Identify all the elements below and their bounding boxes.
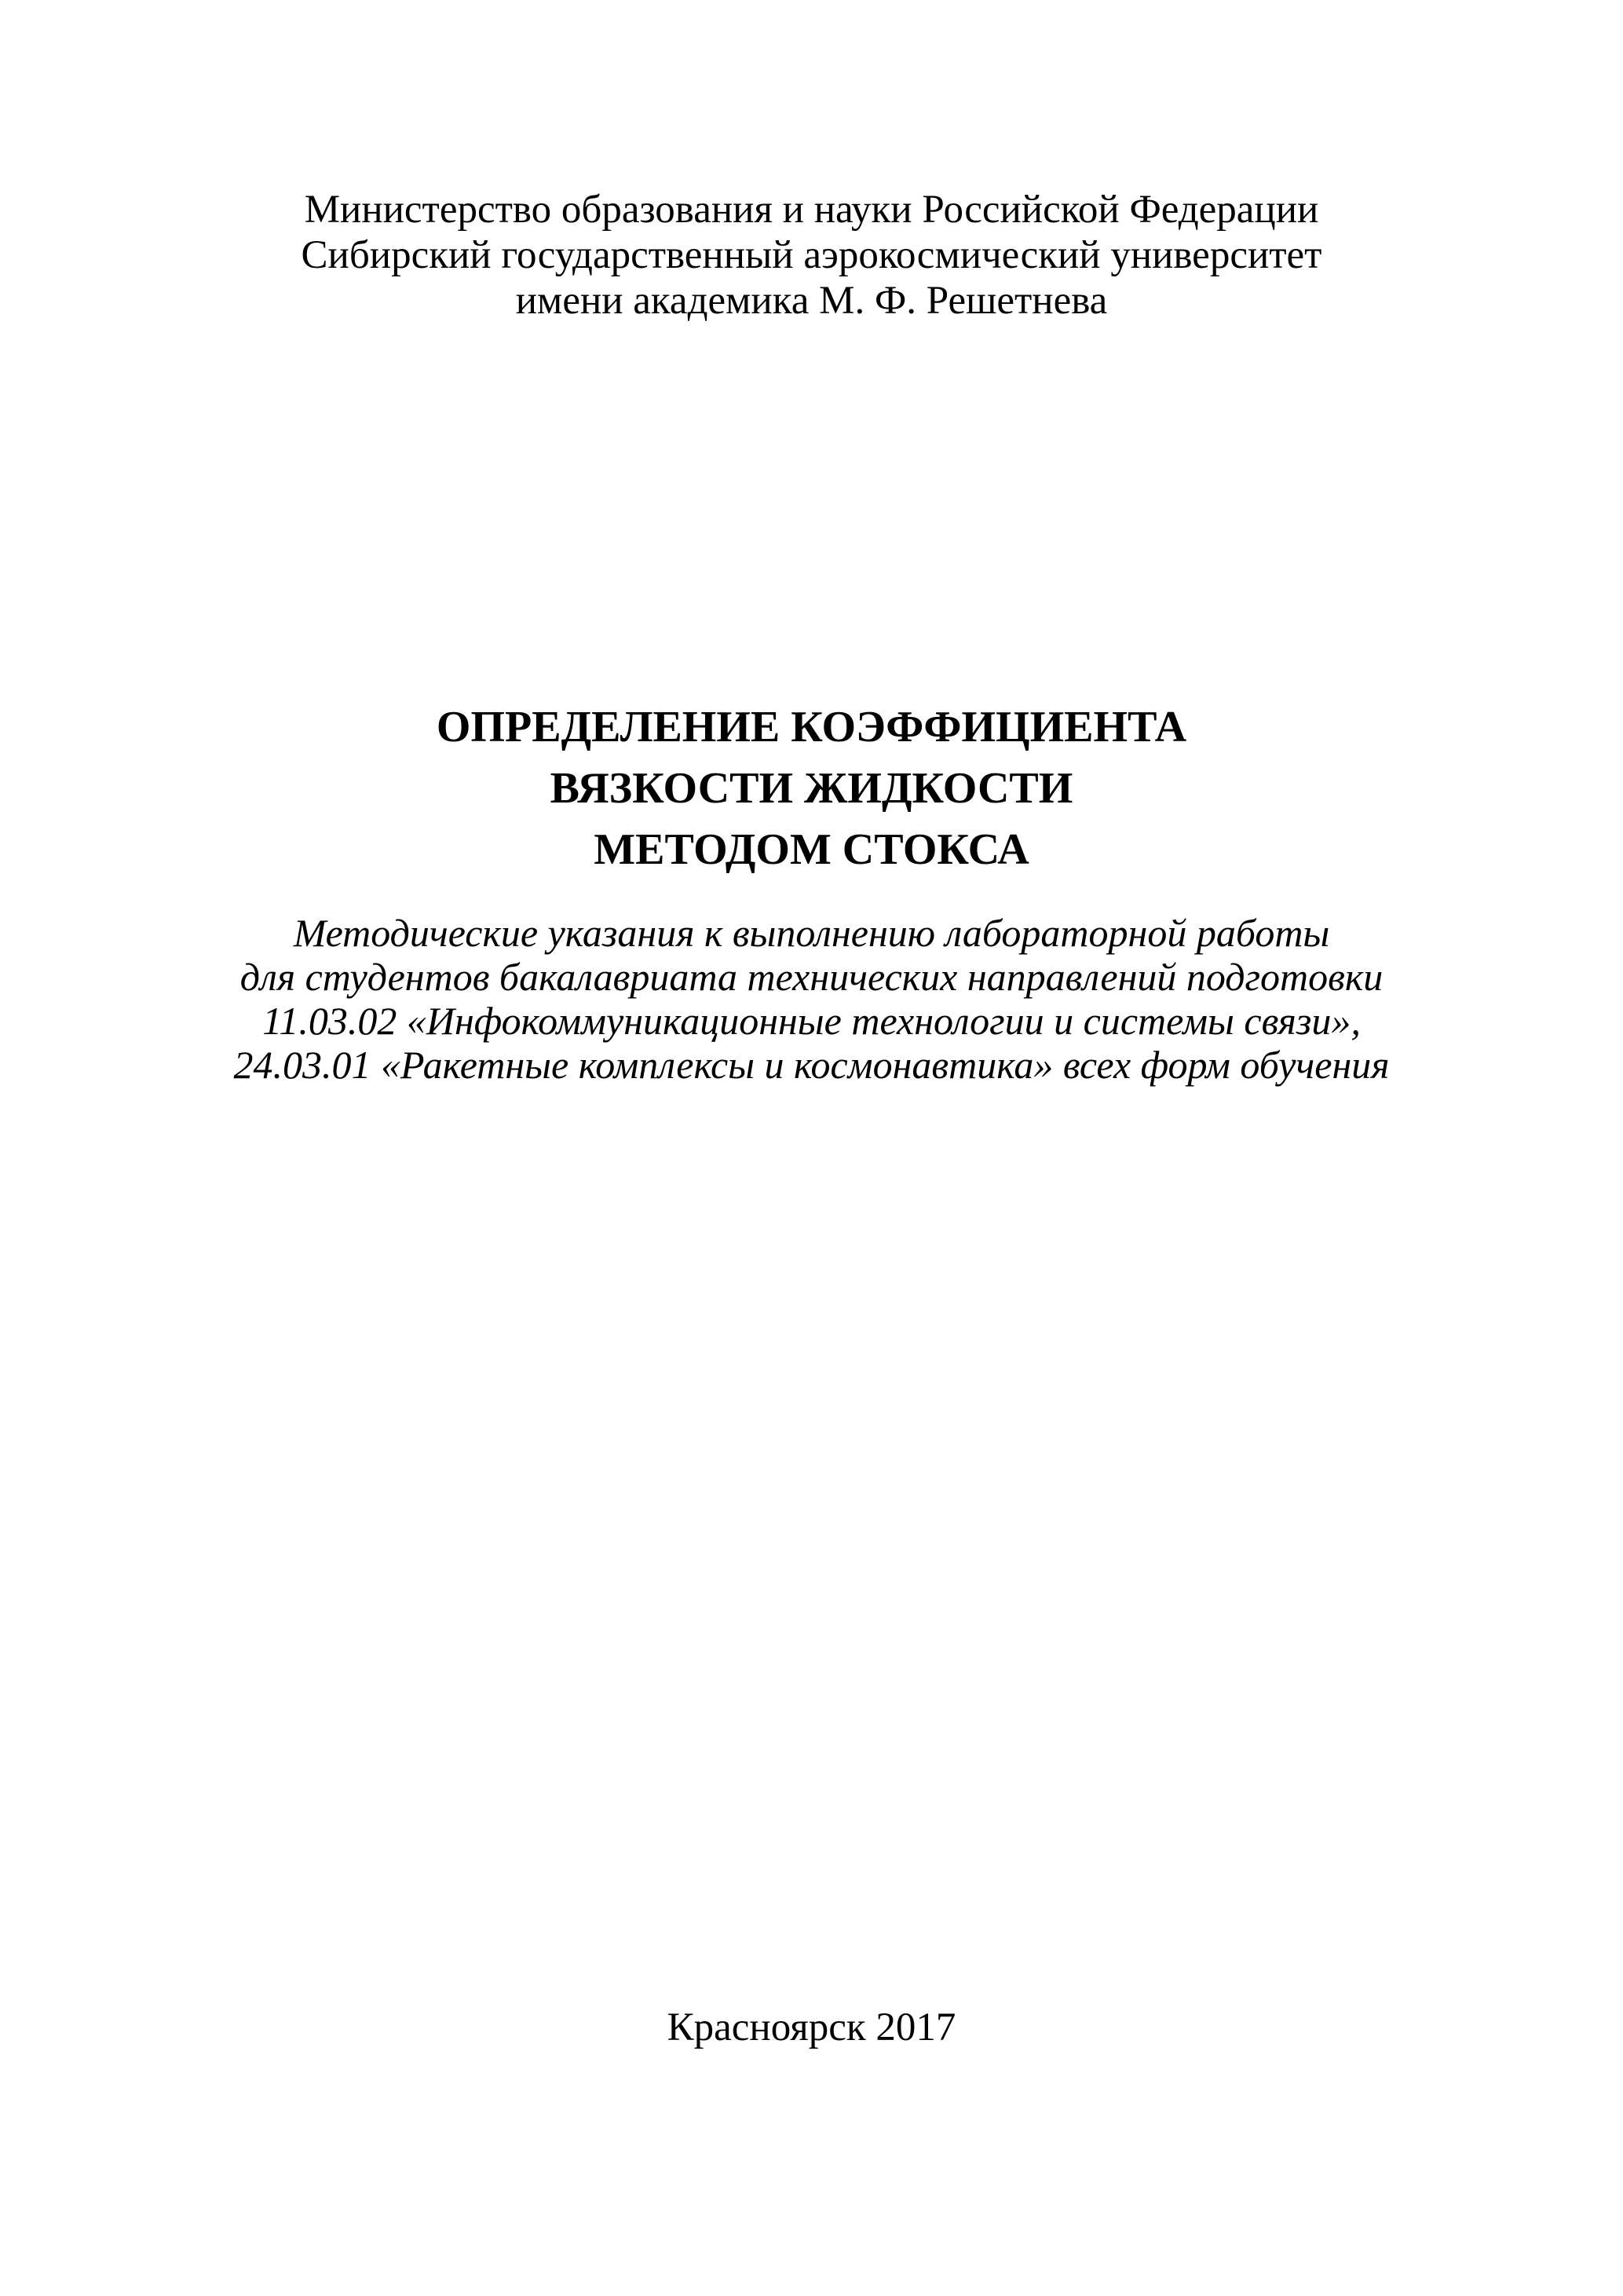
title-line-1: ОПРЕДЕЛЕНИЕ КОЭФФИЦИЕНТА	[436, 703, 1187, 751]
title-line-3: МЕТОДОМ СТОКСА	[594, 825, 1029, 874]
title-line-2: ВЯЗКОСТИ ЖИДКОСТИ	[550, 764, 1073, 813]
subtitle-line-3: 11.03.02 «Инфокоммуникационные технологии и системы связи»,	[262, 999, 1361, 1043]
document-title	[0, 696, 1623, 880]
university-name-line: имени академика М. Ф. Решетнева	[515, 279, 1108, 323]
university-line: Сибирский государственный аэрокосмический университет	[301, 233, 1322, 277]
subtitle-line-2: для студентов бакалавриата технических направлений подготовки	[239, 955, 1384, 999]
subtitle-line-1: Методические указания к выполнению лабораторной работы	[293, 911, 1330, 955]
institution-header	[0, 187, 1623, 324]
subtitle-line-4: 24.03.01 «Ракетные комплексы и космонавтика» всех форм обучения	[233, 1043, 1390, 1087]
city-year: Красноярск 2017	[667, 2005, 956, 2049]
document-subtitle	[0, 911, 1623, 1087]
ministry-line: Министерство образования и науки Российской Федерации	[304, 188, 1319, 232]
